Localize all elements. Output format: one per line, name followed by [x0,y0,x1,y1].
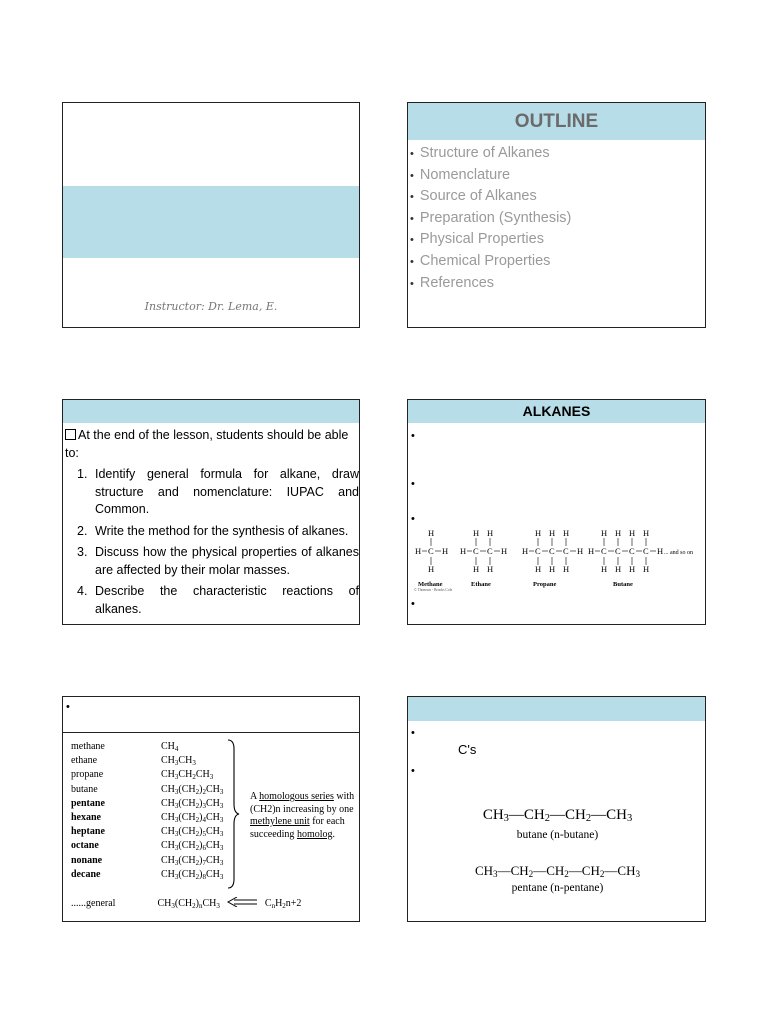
slide-objectives [62,399,360,625]
series-row [71,769,213,780]
atom-symbol: H [522,546,529,556]
atom-symbol: C [428,546,434,556]
atom-symbol: C [487,546,493,556]
credit-text: © Thomson - Brooks Cole [414,588,453,592]
structural-formulas [408,526,706,596]
alkane-formula: $CH_3(CH_2)_3CH_3$ [161,797,224,810]
carbons-text: C's [458,742,477,757]
atom-symbol: H [535,528,542,538]
series-row [71,798,223,809]
atom-symbol: H [615,564,622,574]
atom-symbol: H [460,546,467,556]
alkane-formula: $CH_3CH_3$ [161,755,196,768]
alkane-formula: $CH_3(CH_2)_4CH_3$ [161,812,224,824]
bullet: • [411,727,415,739]
list-item: • Source of Alkanes [410,188,537,205]
atom-symbol: H [549,564,556,574]
slide-title: OUTLINE [514,111,599,132]
list-item: • Physical Properties [410,231,544,248]
objectives-intro: At the end of the lesson, students should be able to: [65,428,349,460]
bullet: • [411,478,415,490]
alkane-name: methane [71,741,105,752]
butane-formula: $CH_3—CH_2—CH_2—CH_3$ [482,807,633,824]
list-item: 2. Write the method for the synthesis of alkanes. [77,523,349,538]
atom-symbol: C [549,546,555,556]
atom-symbol: H [442,546,449,556]
butane-label: Butane [613,581,633,588]
alkane-formula: $CH_3(CH_2)_7CH_3$ [161,854,224,867]
atom-symbol: H [643,564,650,574]
atom-symbol: H [563,564,570,574]
alkane-formula: $CH_3(CH_2)_5CH_3$ [161,826,224,839]
list-item: 3. Discuss how the physical properties of alkanes are affected by their molar masses. [77,545,359,577]
alkane-name: decane [71,868,101,880]
slide-title: ALKANES [522,403,591,419]
alkane-formula: $CH_3(CH_2)_2CH_3$ [161,783,224,796]
outline-list [410,143,571,294]
objectives-list [73,466,359,622]
slide-chains [407,696,706,922]
series-row [71,826,223,837]
list-item: • Nomenclature [410,166,511,183]
atom-symbol: H [501,546,508,556]
list-item: • References [410,274,495,291]
general-formula: $CH_3(CH_2)_nCH_3$ [157,898,220,910]
series-row [71,755,196,766]
title-band [408,697,705,721]
atom-symbol: H [473,528,480,538]
series-row [71,869,223,880]
divider [63,732,359,733]
series-row [71,855,223,866]
atom-symbol: H [657,546,664,556]
atom-symbol: H [487,564,494,574]
general-rule: $C_nH_2n+2$ [264,898,302,910]
title-band [63,400,359,423]
atom-symbol: H [629,528,636,538]
propane-label: Propane [533,581,557,588]
atom-symbol: H [428,528,435,538]
atom-symbol: H [487,528,494,538]
general-label: ......general [71,898,116,909]
alkane-formula: $CH_3(CH_2)_6CH_3$ [161,840,224,853]
alkane-formula: $CH_3CH_2CH_3$ [161,769,214,782]
alkane-formula: $CH_3(CH_2)_8CH_3$ [161,868,224,881]
bullet: • [411,765,415,777]
atom-symbol: C [643,546,649,556]
atom-symbol: H [577,546,584,556]
atom-symbol: C [629,546,635,556]
pentane-formula: $CH_3—CH_2—CH_2—CH_2—CH_3$ [474,863,641,879]
series-row [71,812,223,823]
alkane-name: ethane [71,755,98,767]
methane-label: Methane [418,581,443,588]
atom-symbol: H [415,546,422,556]
atom-symbol: C [601,546,607,556]
alkane-name: hexane [71,812,101,823]
structure-drawings [415,528,663,574]
homologous-note: A homologous series with (CH2)n increasing by one methylene unit for each succeeding homolog. [250,791,355,840]
atom-symbol: C [615,546,621,556]
alkane-name: nonane [71,854,103,866]
title-band [63,186,359,258]
slide-outline [407,102,706,328]
atom-symbol: H [428,564,435,574]
ethane-label: Ethane [471,581,491,588]
slide-title [62,102,360,328]
general-formula-row [71,897,301,909]
alkane-name: heptane [71,826,105,838]
slide-alkanes [407,399,706,625]
alkane-name: pentane [71,797,105,809]
list-item: 4. Describe the characteristic reactions of alkanes. [77,584,359,616]
list-item: • Structure of Alkanes [410,145,550,161]
bullet: • [411,598,415,610]
bullet: • [411,430,415,442]
series-row [71,840,223,851]
bullet: • [411,513,415,525]
alkane-name: propane [71,769,104,781]
checkbox-bullet-icon [65,429,76,440]
butane-caption: butane (n-butane) [516,829,599,841]
atom-symbol: C [535,546,541,556]
list-item: • Preparation (Synthesis) [410,209,572,226]
and-so-on-text: ... and so on [664,550,693,556]
atom-symbol: C [563,546,569,556]
atom-symbol: H [535,564,542,574]
alkane-formula: $CH_4$ [161,741,179,753]
atom-symbol: H [629,564,636,574]
alkane-name: butane [71,783,98,795]
atom-symbol: H [643,528,650,538]
brace-icon [226,739,240,889]
atom-symbol: H [563,528,570,538]
pentane-caption: pentane (n-pentane) [511,882,604,894]
series-row [71,784,223,795]
list-item: • Chemical Properties [410,252,551,269]
atom-symbol: H [588,546,595,556]
double-arrow-icon [226,897,258,907]
atom-symbol: H [473,564,480,574]
list-item: 1. Identify general formula for alkane, draw structure and nomenclature: IUPAC and Common. [77,467,359,516]
atom-symbol: H [601,564,608,574]
atom-symbol: H [615,528,622,538]
alkane-name: octane [71,840,99,852]
series-row [71,741,178,752]
atom-symbol: C [473,546,479,556]
atom-symbol: H [601,528,608,538]
atom-symbol: H [549,528,556,538]
slide-homologous-series [62,696,360,922]
bullet: • [66,701,70,713]
instructor-text: Instructor: Dr. Lema, E. [144,300,278,313]
